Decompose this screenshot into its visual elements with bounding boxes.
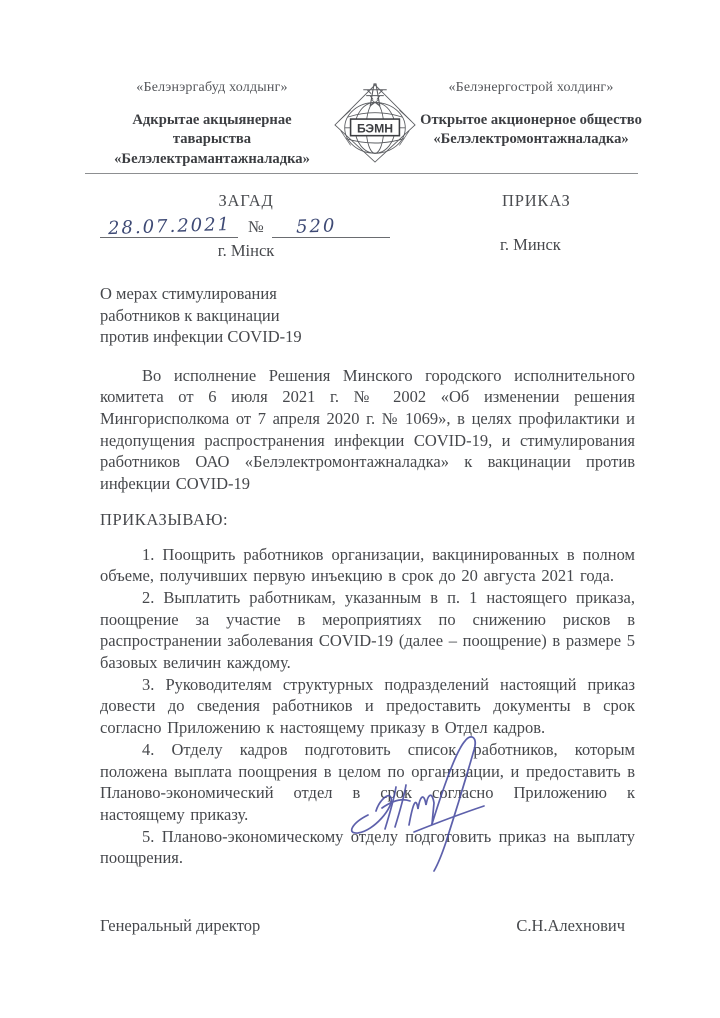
- logo-acronym: БЭМН: [356, 121, 394, 136]
- order-item-1: 1. Поощрить работников организации, вакцинированных в полном объеме, получивших первую инъекцию в срок до 20 августа 2021 года.: [100, 544, 635, 586]
- decree-word: ПРИКАЗЫВАЮ:: [100, 509, 229, 529]
- order-heading: [100, 191, 635, 261]
- number-sign: №: [248, 217, 264, 237]
- city-by: г. Мінск: [217, 241, 275, 261]
- date-blank-line: [100, 216, 238, 238]
- org-type-right: Открытое акционерное общество: [420, 112, 642, 128]
- order-heading-right: [392, 191, 635, 261]
- handwritten-date: 28.07.2021: [107, 214, 232, 240]
- org-name-left: «Белэлектрамантажналадка»: [114, 150, 310, 167]
- subject-line-3: против инфекции COVID-19: [100, 327, 302, 347]
- subject-line-1: О мерах стимулирования: [100, 284, 277, 304]
- holding-name-right: «Белэнергострой холдинг»: [448, 80, 614, 95]
- order-subject: [100, 283, 380, 347]
- letterhead-divider: [85, 173, 638, 174]
- handwritten-number: 520: [295, 215, 337, 238]
- signer-name: С.Н.Алехнович: [516, 915, 625, 935]
- order-item-4: 4. Отделу кадров подготовить список работников, которым положена выплата поощрения в целом по организации, и предоставить в Планово-экономический отдел в срок согласно Приложению к настоящему приказу.: [100, 739, 635, 824]
- order-title-ru: ПРИКАЗ: [502, 191, 571, 211]
- handwritten-signature: [338, 735, 508, 875]
- org-block-left: [94, 74, 330, 169]
- org-block-right: [420, 74, 642, 150]
- globe-tower-logo-icon: [330, 80, 420, 164]
- company-logo: [330, 80, 420, 164]
- org-name-right: «Белэлектромонтажналадка»: [433, 131, 629, 148]
- date-number-row: [100, 214, 392, 238]
- order-item-3: 3. Руководителям структурных подразделений настоящий приказ довести до сведения работников и предоставить документы в срок согласно Приложению к настоящему приказу в Отдел кадров.: [100, 674, 635, 738]
- number-blank-line: [272, 216, 390, 238]
- signer-position: Генеральный директор: [100, 915, 261, 935]
- city-ru: г. Минск: [500, 235, 561, 255]
- order-item-2: 2. Выплатить работникам, указанным в п. 1 настоящего приказа, поощрение за участие в мероприятиях по снижению рисков в распространении заболевания COVID-19 (далее – поощрение) в размере 5 базовых величин каждому.: [100, 588, 635, 673]
- order-heading-left: [100, 191, 392, 261]
- order-item-5: 5. Планово-экономическому отделу подготовить приказ на выплату поощрения.: [100, 826, 635, 868]
- order-preamble: Во исполнение Решения Минского городского исполнительного комитета от 6 июля 2021 г. № 2002 «Об изменении решения Мингорисполкома от 7 апреля 2020 г. № 1069», в целях профилактики и недопущения распространения инфекции COVID-19, и стимулирования работников ОАО «Белэлектромонтажналадка» к вакцинации против инфекции COVID-19: [100, 365, 635, 493]
- letterhead: [94, 74, 642, 169]
- org-type-left: Адкрытае акцыянернае таварыства: [132, 112, 292, 148]
- signature-block: [100, 916, 635, 936]
- holding-name-left: «Белэнэргабуд холдынг»: [136, 80, 288, 95]
- subject-line-2: работников к вакцинации: [100, 305, 280, 325]
- order-title-by: ЗАГАД: [218, 191, 274, 211]
